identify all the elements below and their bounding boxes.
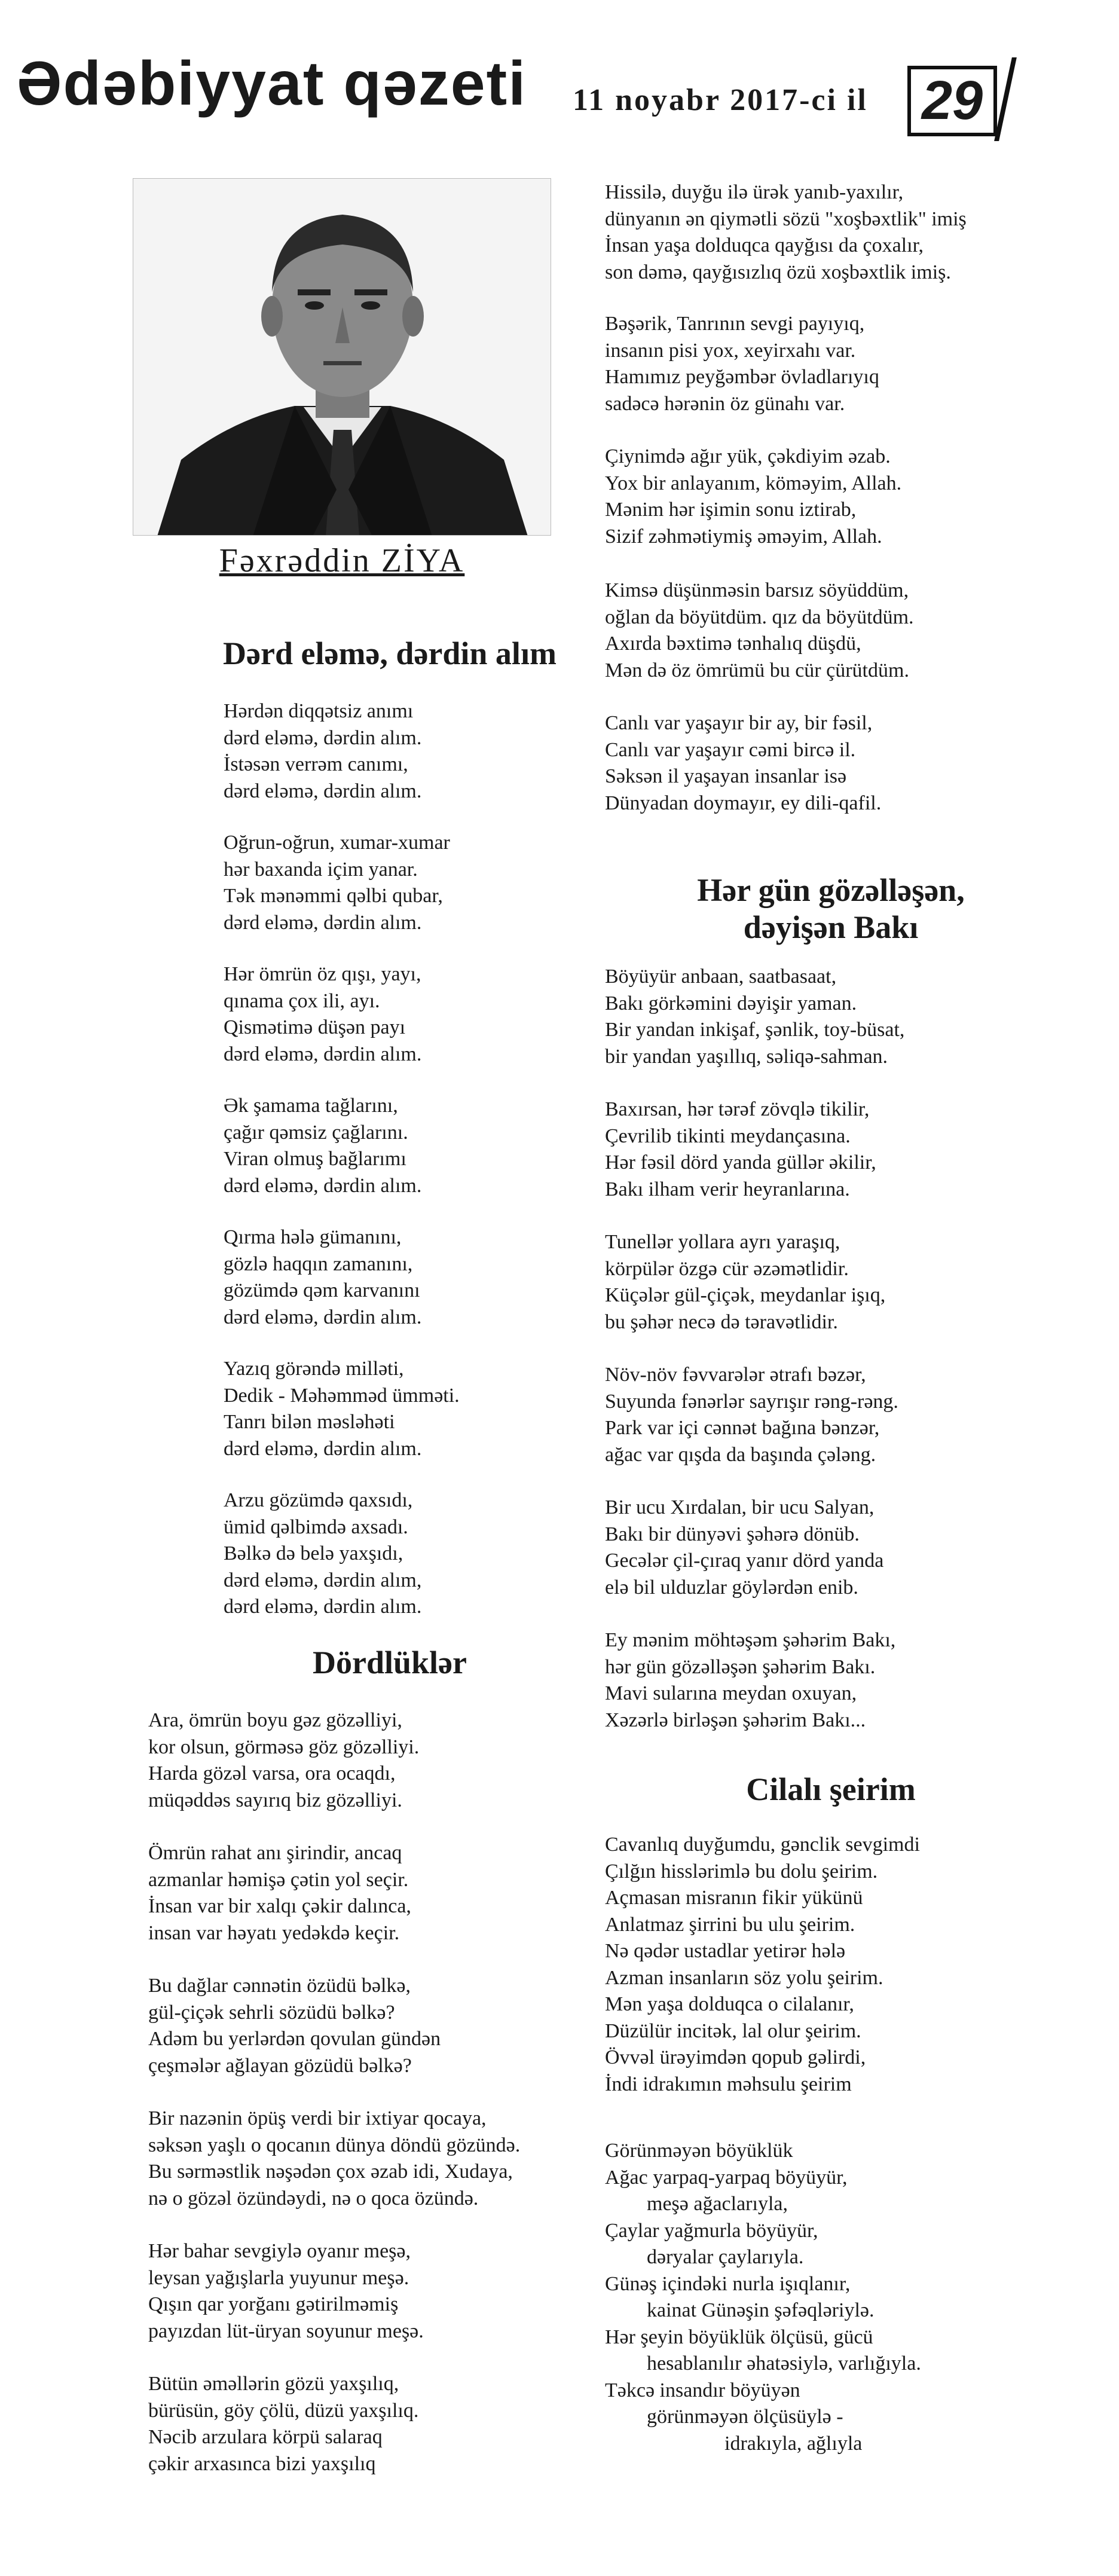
- poem-line: Hər şeyin böyüklük ölçüsü, gücü: [605, 2326, 873, 2348]
- stanza: [148, 2238, 424, 2345]
- poem-line: Baxırsan, hər tərəf zövqlə tikilir,: [605, 1098, 870, 1120]
- stanza: [148, 2371, 418, 2477]
- poem-line: Bir ucu Xırdalan, bir ucu Salyan,: [605, 1496, 875, 1518]
- poem-line: Düzülür incitək, lal olur şeirim.: [605, 2019, 861, 2042]
- masthead: [17, 36, 1093, 155]
- poem-title-line: Hər gün gözəlləşən,: [697, 872, 965, 908]
- poem-line: İnsan yaşa dolduqca qayğısı da çoxalır,: [605, 234, 924, 256]
- poem-line: Dünyadan doymayır, ey dili-qafil.: [605, 792, 882, 814]
- poem-title: Dərd eləmə, dərdin alım: [223, 635, 557, 671]
- newspaper-title: Ədəbiyyat qəzeti: [17, 49, 527, 118]
- poem-line: Səksən il yaşayan insanlar isə: [605, 765, 847, 787]
- poem-line: Ey mənim möhtəşəm şəhərim Bakı,: [605, 1629, 896, 1651]
- stanza: [605, 1832, 920, 2098]
- poem-line: Bir nazənin öpüş verdi bir ixtiyar qocaya,: [148, 2107, 487, 2129]
- stanza: [605, 1627, 895, 1734]
- author-name: Fəxrəddin ZİYA: [219, 542, 465, 579]
- poem-line: İndi idrakımın məhsulu şeirim: [605, 2073, 852, 2095]
- poem-line: qınama çox ili, ayı.: [224, 989, 380, 1012]
- poem-line: dəryalar çaylarıyla.: [647, 2246, 804, 2268]
- stanza: [224, 1093, 421, 1199]
- poem-line: Növ-növ fəvvarələr ətrafı bəzər,: [605, 1364, 866, 1386]
- poem-line: bir yandan yaşıllıq, səliqə-sahman.: [605, 1045, 888, 1068]
- stanza: [605, 179, 967, 286]
- poem-line: Bəlkə də belə yaxşıdı,: [224, 1542, 403, 1564]
- poem-line: çağır qəmsiz çağlarını.: [224, 1121, 408, 1144]
- poem-line: gözlə haqqın zamanını,: [224, 1252, 413, 1275]
- poem-title: [598, 872, 1064, 946]
- page-number-bar: [994, 57, 1017, 141]
- poem-line: kainat Günəşin şəfəqləriylə.: [647, 2299, 875, 2321]
- stanza: [605, 710, 881, 817]
- author-photo: [133, 178, 551, 536]
- poem-line: azmanlar həmişə çətin yol seçir.: [148, 1868, 409, 1891]
- poem-line: dərd eləmə, dərdin alım,: [224, 1569, 422, 1591]
- poem-line: müqəddəs sayırıq biz gözəlliyi.: [148, 1789, 402, 1811]
- poem-line: körpülər özgə cür əzəmətlidir.: [605, 1257, 849, 1280]
- poem-line: Qırma hələ gümanını,: [224, 1226, 402, 1248]
- poem-line: Hissilə, duyğu ilə ürək yanıb-yaxılır,: [605, 181, 904, 203]
- poem-line: çəkir arxasınca bizi yaxşılıq: [148, 2452, 376, 2475]
- poem-line: Axırda bəxtimə tənhalıq düşdü,: [605, 632, 861, 655]
- issue-date: 11 noyabr 2017-ci il: [573, 83, 868, 117]
- poem-line: Yox bir anlayanım, köməyim, Allah.: [605, 472, 902, 494]
- stanza: [224, 1356, 460, 1462]
- poem-title-line: dəyişən Bakı: [743, 909, 919, 945]
- poem-line: Bakı ilham verir heyranlarına.: [605, 1178, 850, 1200]
- poem-line: kor olsun, görməsə göz gözəlliyi.: [148, 1735, 420, 1758]
- page-number: 29: [907, 66, 997, 136]
- poem-line: Böyüyür anbaan, saatbasaat,: [605, 965, 837, 988]
- stanza: [224, 698, 421, 805]
- poem-line: Hər bahar sevgiylə oyanır meşə,: [148, 2240, 411, 2262]
- poem-line: payızdan lüt-üryan soyunur meşə.: [148, 2320, 424, 2342]
- poem-line: hər gün gözəlləşən şəhərim Bakı.: [605, 1655, 876, 1678]
- poem-line: dərd eləmə, dərdin alım.: [224, 1437, 422, 1460]
- poem-line: çeşmələr ağlayan gözüdü bəlkə?: [148, 2054, 412, 2077]
- stanza: [224, 830, 450, 936]
- poem-line: Ara, ömrün boyu gəz gözəlliyi,: [148, 1709, 402, 1731]
- poem-line: Açmasan misranın fikir yükünü: [605, 1887, 863, 1909]
- poem-line: nə o gözəl özündəydi, nə o qoca özündə.: [148, 2187, 479, 2210]
- stanza: [605, 1362, 898, 1468]
- poem-line: Viran olmuş bağlarımı: [224, 1148, 406, 1170]
- poem-line: Küçələr gül-çiçək, meydanlar işıq,: [605, 1284, 886, 1306]
- poem-line: Tunellər yollara ayrı yaraşıq,: [605, 1231, 840, 1253]
- poem-line: Çaylar yağmurla böyüyür,: [605, 2219, 818, 2242]
- poem-line: Tanrı bilən məsləhəti: [224, 1411, 395, 1433]
- stanza: [224, 1224, 421, 1331]
- poem-line: Mənim hər işimin sonu iztirab,: [605, 499, 857, 521]
- poem-line: meşə ağaclarıyla,: [647, 2193, 788, 2215]
- stanza: [605, 444, 901, 550]
- poem-line: Kimsə düşünməsin barsız söyüddüm,: [605, 579, 909, 601]
- stanza: [605, 311, 879, 417]
- stanza: [605, 1495, 883, 1601]
- poem-line: Adəm bu yerlərdən qovulan gündən: [148, 2028, 441, 2050]
- stanza: [224, 1487, 421, 1621]
- poem-line: Sizif zəhmətiymiş əməyim, Allah.: [605, 525, 882, 548]
- poem-line: dərd eləmə, dərdin alım.: [224, 1596, 422, 1618]
- poem-line: Övvəl ürəyimdən qopub gəlirdi,: [605, 2046, 866, 2068]
- poem-line: Hər ömrün öz qışı, yayı,: [224, 963, 421, 985]
- poem-line: Bir yandan inkişaf, şənlik, toy-büsat,: [605, 1019, 905, 1041]
- poem-line: İstəsən verrəm canımı,: [224, 753, 408, 775]
- poem-line: gül-çiçək sehrli sözüdü bəlkə?: [148, 2001, 395, 2024]
- poem-line: Qismətimə düşən payı: [224, 1016, 406, 1038]
- poem-line: dərd eləmə, dərdin alım.: [224, 1306, 422, 1328]
- poem-line: Hərdən diqqətsiz anımı: [224, 700, 414, 722]
- poem-line: Suyunda fənərlər sayrışır rəng-rəng.: [605, 1390, 898, 1413]
- poem-line: Xəzərlə birləşən şəhərim Bakı...: [605, 1709, 866, 1731]
- poem-line: bürüsün, göy çölü, düzü yaxşılıq.: [148, 2399, 419, 2422]
- poem-line: Mən də öz ömrümü bu cür çürütdüm.: [605, 659, 909, 682]
- poem-line: Bu dağlar cənnətin özüdü bəlkə,: [148, 1975, 411, 1997]
- poem-line: leysan yağışlarla yuyunur meşə.: [148, 2266, 409, 2289]
- poem-line: dərd eləmə, dərdin alım.: [224, 1043, 422, 1065]
- stanza: [224, 961, 421, 1068]
- poem-line: Azman insanların söz yolu şeirim.: [605, 1966, 883, 1989]
- poem-line: Yazıq görəndə milləti,: [224, 1358, 404, 1380]
- poem-line: insan var həyatı yedəkdə keçir.: [148, 1921, 400, 1944]
- poem-line: bu şəhər necə də təravətlidir.: [605, 1310, 838, 1333]
- poem-line: Arzu gözümdə qaxsıdı,: [224, 1489, 413, 1511]
- stanza: [605, 1229, 885, 1336]
- poem-line: Ək şamama tağlarını,: [224, 1095, 398, 1117]
- poem-line: hər baxanda içim yanar.: [224, 858, 418, 881]
- poem-line: Görünməyən böyüklük: [605, 2140, 793, 2162]
- poem-line: son dəmə, qayğısızlıq özü xoşbəxtlik imiş.: [605, 261, 951, 283]
- poem-line: dərd eləmə, dərdin alım.: [224, 911, 422, 934]
- poem-line: Mən yaşa dolduqca o cilalanır,: [605, 1993, 854, 2015]
- poem-line: Bu sərməstlik nəşədən çox əzab idi, Xudaya,: [148, 2161, 513, 2183]
- poem-line: insanın pisi yox, xeyirxahı var.: [605, 339, 856, 362]
- poem-line: səksən yaşlı o qocanın dünya döndü gözündə.: [148, 2134, 521, 2156]
- stanza: [148, 2106, 520, 2212]
- poem-line: ümid qəlbimdə axsadı.: [224, 1515, 408, 1538]
- poem-line: Nə qədər ustadlar yetirər hələ: [605, 1940, 846, 1962]
- stanza: [605, 964, 904, 1070]
- poem-line: dərd eləmə, dərdin alım.: [224, 1174, 422, 1197]
- poem-line: görünməyən ölçüsüylə -: [647, 2406, 843, 2428]
- poem-line: Ağac yarpaq-yarpaq böyüyür,: [605, 2166, 848, 2189]
- stanza: [605, 577, 914, 684]
- stanza: [148, 1973, 441, 2079]
- poem-line: Çılğın hisslərimlə bu dolu şeirim.: [605, 1860, 878, 1883]
- poem-line: Təkcə insandır böyüyən: [605, 2379, 800, 2401]
- poem-line: Oğrun-oğrun, xumar-xumar: [224, 832, 450, 854]
- poem-line: idrakıyla, ağlıyla: [724, 2432, 863, 2455]
- author-portrait-icon: [133, 179, 551, 536]
- poem-line: Park var içi cənnət bağına bənzər,: [605, 1417, 880, 1439]
- poem-line: sadəcə hərənin öz günahı var.: [605, 392, 845, 415]
- poem-line: Canlı var yaşayır cəmi bircə il.: [605, 738, 856, 761]
- poem-line: Canlı var yaşayır bir ay, bir fəsil,: [605, 712, 873, 734]
- poem-line: Çevrilib tikinti meydançasına.: [605, 1124, 851, 1147]
- stanza: [148, 1840, 411, 1946]
- poem-line: dərd eləmə, dərdin alım.: [224, 726, 422, 749]
- poem-line: Dedik - Məhəmməd ümməti.: [224, 1384, 460, 1407]
- poem-line: İnsan var bir xalqı çəkir dalınca,: [148, 1895, 411, 1917]
- poem-line: Bakı bir dünyəvi şəhərə dönüb.: [605, 1523, 860, 1545]
- stanza: [148, 1707, 419, 1814]
- poem-line: ağac var qışda da başında çələng.: [605, 1443, 876, 1466]
- poem-line: Günəş içindəki nurla işıqlanır,: [605, 2272, 851, 2295]
- poem-line: Cavanlıq duyğumdu, gənclik sevgimdi: [605, 1834, 920, 1856]
- poem-line: Anlatmaz şirrini bu ulu şeirim.: [605, 1913, 855, 1936]
- poem-title: Cilalı şeirim: [746, 1771, 916, 1807]
- poem-line: Hər fəsil dörd yanda güllər əkilir,: [605, 1151, 876, 1174]
- poem-line: dünyanın ən qiymətli sözü "xoşbəxtlik" imiş: [605, 207, 967, 230]
- poem-line: Gecələr çil-çıraq yanır dörd yanda: [605, 1550, 884, 1572]
- poem-line: dərd eləmə, dərdin alım.: [224, 780, 422, 802]
- poem-line: Qışın qar yorğanı gətirilməmiş: [148, 2293, 399, 2315]
- poem-line: elə bil ulduzlar göylərdən enib.: [605, 1576, 858, 1599]
- stanza: [605, 1096, 876, 1203]
- poem-line: oğlan da böyütdüm. qız da böyütdüm.: [605, 606, 914, 628]
- stanza: [605, 2138, 921, 2457]
- poem-line: Mavi sularına meydan oxuyan,: [605, 1682, 857, 1704]
- poem-line: hesablanılır əhatəsiylə, varlığıyla.: [647, 2352, 921, 2375]
- poem-line: Bəşərik, Tanrının sevgi payıyıq,: [605, 313, 865, 335]
- poem-line: Ömrün rahat anı şirindir, ancaq: [148, 1842, 402, 1864]
- poem-line: Tək mənəmmi qəlbi qubar,: [224, 885, 443, 907]
- poem-line: Hamımız peyğəmbər övladlarıyıq: [605, 366, 879, 388]
- poem-line: Nəcib arzulara körpü salaraq: [148, 2426, 383, 2448]
- poem-line: Çiynimdə ağır yük, çəkdiyim əzab.: [605, 445, 891, 467]
- poem-line: gözümdə qəm karvanını: [224, 1279, 420, 1301]
- poem-line: Bütün əməllərin gözü yaxşılıq,: [148, 2373, 399, 2395]
- poem-line: Harda gözəl varsa, ora ocaqdı,: [148, 1762, 396, 1784]
- poem-line: Bakı görkəmini dəyişir yaman.: [605, 992, 857, 1014]
- poem-title: Dördlüklər: [312, 1645, 467, 1680]
